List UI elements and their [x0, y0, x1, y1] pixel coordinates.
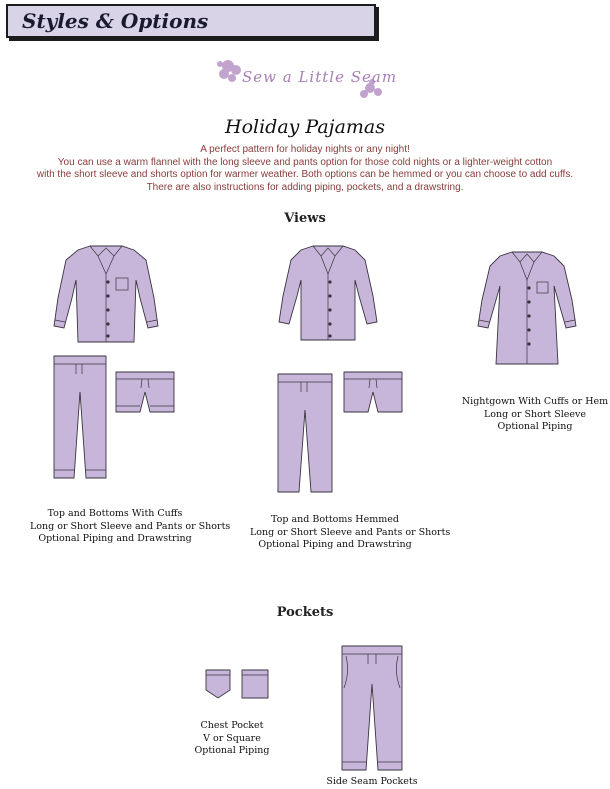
logo-text: Sew a Little Seam — [242, 68, 398, 86]
caption-line: Nightgown With Cuffs or Hem — [461, 396, 609, 407]
intro-line: There are also instructions for adding piping, pockets, and a drawstring. — [146, 181, 464, 193]
caption-line: Long or Short Sleeve — [483, 408, 587, 420]
caption-line: Optional Piping — [497, 421, 573, 432]
pattern-title: Holiday Pajamas — [225, 116, 385, 138]
caption-line: Side Seam Pockets — [326, 776, 418, 787]
caption-line: Chest Pocket — [200, 720, 264, 731]
intro-text — [20, 144, 590, 194]
caption-line: Long or Short Sleeve and Pants or Shorts — [30, 520, 231, 532]
caption-line: Long or Short Sleeve and Pants or Shorts — [250, 526, 451, 538]
caption-line: Top and Bottoms With Cuffs — [47, 508, 183, 519]
view-1-caption — [30, 508, 231, 546]
intro-line: You can use a warm flannel with the long sleeve and pants option for those cold nights or a lighter-weight cotton — [57, 156, 553, 168]
view-2-caption — [250, 514, 451, 552]
brand-logo — [210, 52, 400, 102]
caption-line: Optional Piping and Drawstring — [258, 539, 412, 550]
shorts-hemmed-illustration — [342, 368, 404, 416]
shirt-hemmed-illustration — [275, 240, 379, 344]
side-seam-pocket-pants-illustration — [340, 642, 404, 774]
shirt-long-sleeve-cuffed-illustration — [50, 238, 160, 348]
pants-hemmed-illustration — [276, 370, 334, 496]
chest-pocket-illustration — [204, 668, 270, 700]
intro-line: A perfect pattern for holiday nights or any night! — [200, 144, 410, 155]
view-3-caption — [460, 396, 610, 434]
chest-pocket-caption — [170, 720, 294, 758]
intro-line: with the short sleeve and shorts option for warmer weather. Both options can be hemmed or you can choose to add cuffs. — [36, 169, 574, 180]
caption-line: Top and Bottoms Hemmed — [271, 514, 399, 525]
pants-cuffed-illustration — [52, 352, 108, 484]
pockets-heading: Pockets — [276, 605, 334, 620]
section-header — [6, 4, 376, 38]
caption-line: Optional Piping — [194, 745, 270, 756]
shorts-cuffed-illustration — [114, 368, 176, 416]
side-pocket-caption — [310, 776, 434, 789]
nightgown-illustration — [474, 246, 578, 370]
caption-line: V or Square — [203, 732, 261, 744]
section-title: Styles & Options — [22, 9, 209, 33]
views-heading: Views — [284, 211, 326, 226]
caption-line: Optional Piping and Drawstring — [38, 533, 192, 544]
